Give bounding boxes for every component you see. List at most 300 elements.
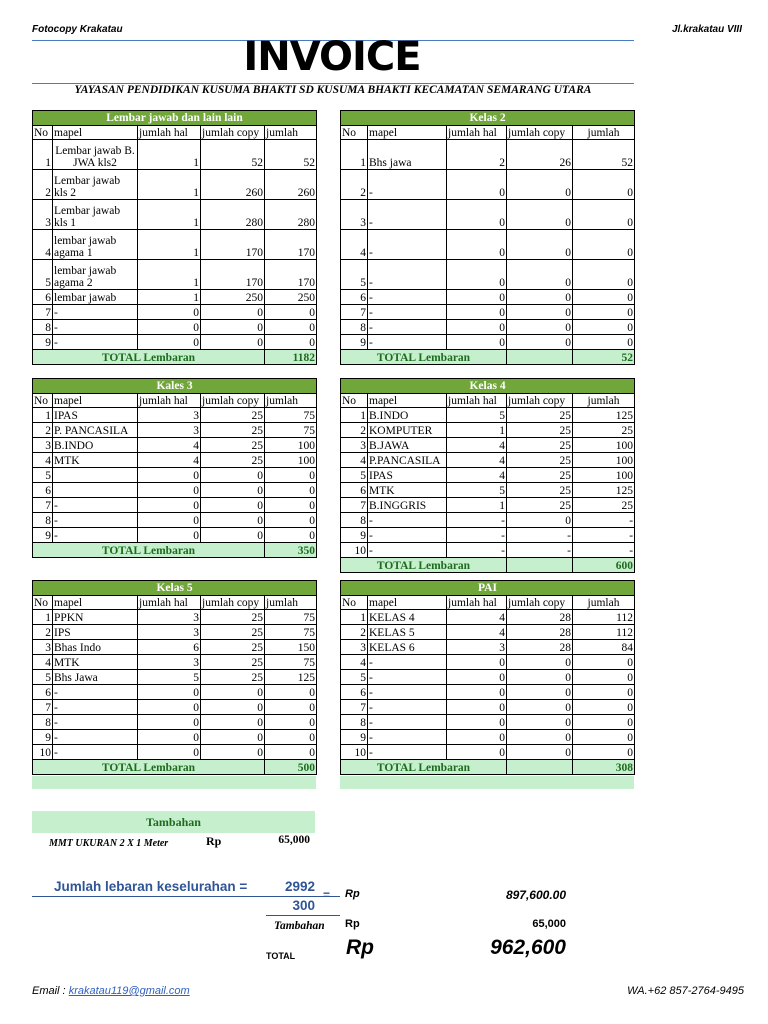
subject-cell: - [53,528,138,543]
subject-cell: - [368,230,447,260]
total-sheets: 2992 [284,879,315,894]
amount-cell: 125 [265,670,317,685]
grand-total-label: TOTAL [266,951,296,961]
pages-cell: 4 [447,625,507,640]
table-row [341,730,635,745]
amount-cell: 250 [265,290,317,305]
table-row [33,528,317,543]
subject-cell: - [53,700,138,715]
amount-cell: 125 [573,483,635,498]
copies-cell: 52 [201,140,265,170]
total-label: TOTAL Lembaran [33,350,265,365]
subject-cell: - [368,700,447,715]
row-number: 2 [341,423,368,438]
table-row [341,320,635,335]
table-title: Lembar jawab dan lain lain [33,111,317,126]
subject-cell: MTK [53,453,138,468]
subject-cell: - [53,685,138,700]
copies-cell: 0 [507,230,573,260]
table-row [341,408,635,423]
pages-cell: 0 [447,320,507,335]
tambahan-header: Tambahan [32,811,315,833]
table-row [341,670,635,685]
copies-cell: 28 [507,640,573,655]
subject-cell: IPS [53,625,138,640]
subject-cell: Lembar jawab kls 1 [53,200,138,230]
amount-cell: 112 [573,625,635,640]
tambahan-summary-value: 65,000 [532,918,566,930]
copies-cell: 0 [201,685,265,700]
table-row [33,745,317,760]
column-header: jumlah hal [138,126,201,140]
copies-cell: 0 [507,305,573,320]
row-number: 5 [341,468,368,483]
table-row [341,423,635,438]
table-row [341,685,635,700]
amount-cell: 125 [573,408,635,423]
amount-cell: 0 [265,483,317,498]
row-number: 2 [33,423,53,438]
unit-price: 300 [292,898,315,913]
row-number: 6 [341,483,368,498]
pages-cell: 3 [447,640,507,655]
pages-cell: 0 [138,335,201,350]
subject-cell: P. PANCASILA [53,423,138,438]
subject-cell: MTK [53,655,138,670]
subject-cell: - [368,730,447,745]
subject-cell: IPAS [53,408,138,423]
amount-cell: 52 [265,140,317,170]
subject-cell: - [368,655,447,670]
amount-cell: 75 [265,625,317,640]
table-row [33,610,317,625]
table-row [33,260,317,290]
row-number: 5 [33,468,53,483]
table-kelas-5 [32,580,317,775]
subject-cell: - [368,200,447,230]
table-row [341,290,635,305]
column-header: mapel [368,596,447,610]
subject-cell: - [53,715,138,730]
subject-cell: - [368,513,447,528]
amount-cell: 0 [573,700,635,715]
equals-sign: = [323,888,331,902]
amount-cell: 52 [573,140,635,170]
subject-cell: B.INDO [53,438,138,453]
column-header: jumlah copy [201,596,265,610]
row-number: 3 [341,640,368,655]
total-label: TOTAL Lembaran [341,760,507,775]
pages-cell: 4 [447,468,507,483]
subject-cell: KELAS 5 [368,625,447,640]
tambahan-currency: Rp [206,834,222,848]
total-value: 500 [265,760,317,775]
column-header: jumlah copy [507,126,573,140]
amount-cell: 84 [573,640,635,655]
amount-cell: 0 [265,468,317,483]
column-header: jumlah hal [138,394,201,408]
row-number: 3 [341,438,368,453]
pages-cell: 0 [447,260,507,290]
pages-cell: 0 [447,745,507,760]
amount-cell: 75 [265,408,317,423]
amount-cell: 25 [573,423,635,438]
tambahan-summary-currency: Rp [345,918,360,930]
row-number: 10 [341,745,368,760]
table-row [33,170,317,200]
pages-cell: 0 [138,715,201,730]
total-value: 600 [573,558,635,573]
table-row [33,335,317,350]
spacer-bar-left [32,776,316,789]
row-number: 9 [341,730,368,745]
row-number: 10 [33,745,53,760]
row-number: 4 [33,453,53,468]
amount-cell: 150 [265,640,317,655]
total-label: TOTAL Lembaran [33,760,265,775]
copies-cell: 25 [201,670,265,685]
row-number: 3 [33,200,53,230]
row-number: 7 [341,498,368,513]
table-row [341,260,635,290]
amount-cell: 100 [573,468,635,483]
tambahan-summary-label: Tambahan [274,920,325,932]
row-number: 4 [341,655,368,670]
pages-cell: 1 [138,230,201,260]
subject-cell: Lembar jawab B. JWA kls2 [53,140,138,170]
table-row [33,200,317,230]
row-number: 3 [33,438,53,453]
row-number: 7 [33,498,53,513]
subject-cell: - [53,730,138,745]
column-header: No [33,596,53,610]
subject-cell: IPAS [368,468,447,483]
column-header: No [341,394,368,408]
row-number: 4 [33,230,53,260]
pages-cell: 1 [138,200,201,230]
jumlah-label: Jumlah lebaran keselurahan = [54,879,248,894]
jumlah-underline [32,896,340,897]
pages-cell: 3 [138,610,201,625]
copies-cell: 25 [507,423,573,438]
subject-cell: Bhs Jawa [53,670,138,685]
grand-total-currency: Rp [346,936,374,959]
amount-cell: 0 [265,730,317,745]
spacer-bar-right [340,776,634,789]
table-row [341,513,635,528]
copies-cell: 25 [201,408,265,423]
row-number: 10 [341,543,368,558]
amount-cell: - [573,513,635,528]
amount-cell: 0 [265,685,317,700]
copies-cell: 0 [507,335,573,350]
pages-cell: 0 [447,685,507,700]
row-number: 7 [341,700,368,715]
table-row [341,528,635,543]
subject-cell: KELAS 4 [368,610,447,625]
row-number: 8 [33,320,53,335]
tambahan-item: MMT UKURAN 2 X 1 Meter [49,838,169,849]
copies-cell: 0 [201,498,265,513]
amount-cell: 0 [265,320,317,335]
column-header: mapel [53,596,138,610]
pages-cell: 4 [447,438,507,453]
table-row [33,513,317,528]
pages-cell: 4 [138,438,201,453]
row-number: 1 [33,610,53,625]
subject-cell: - [53,335,138,350]
pages-cell: 0 [447,305,507,320]
table-row [341,170,635,200]
column-header: mapel [53,394,138,408]
subject-cell: Bhs jawa [368,140,447,170]
table-row [341,305,635,320]
row-number: 4 [341,230,368,260]
amount-cell: 0 [573,170,635,200]
column-header: jumlah copy [507,394,573,408]
subject-cell: - [368,320,447,335]
row-number: 9 [33,335,53,350]
total-blank [507,760,573,775]
row-number: 9 [341,528,368,543]
row-number: 1 [341,140,368,170]
pages-cell: 5 [447,408,507,423]
amount-cell: 260 [265,170,317,200]
row-number: 2 [33,625,53,640]
table-row [341,625,635,640]
copies-cell: 25 [201,453,265,468]
pages-cell: 4 [138,453,201,468]
subject-cell: - [368,290,447,305]
email-label: Email : [32,985,66,997]
copies-cell: 25 [507,498,573,513]
row-number: 8 [341,320,368,335]
amount-cell: 0 [573,685,635,700]
table-title: PAI [341,581,635,596]
pages-cell: 3 [138,625,201,640]
copies-cell: 25 [201,640,265,655]
row-number: 2 [341,625,368,640]
subject-cell [53,468,138,483]
amount-cell: 0 [573,670,635,685]
amount-cell: 75 [265,423,317,438]
amount-cell: 0 [265,305,317,320]
row-number: 8 [33,715,53,730]
subject-cell: PPKN [53,610,138,625]
subject-cell: B.JAWA [368,438,447,453]
subtotal-currency: Rp [345,888,360,900]
grand-total-value: 962,600 [490,936,566,959]
table-row [341,700,635,715]
copies-cell: 0 [507,730,573,745]
amount-cell: - [573,543,635,558]
table-row [341,745,635,760]
table-title: Kelas 5 [33,581,317,596]
table-kelas-4 [340,378,635,573]
subject-cell: MTK [368,483,447,498]
subject-cell: lembar jawab [53,290,138,305]
copies-cell: 0 [507,655,573,670]
total-label: TOTAL Lembaran [341,558,507,573]
row-number: 9 [341,335,368,350]
copies-cell: 28 [507,610,573,625]
subject-cell: - [368,543,447,558]
amount-cell: 100 [265,453,317,468]
table-row [33,715,317,730]
pages-cell: 0 [138,483,201,498]
table-row [33,468,317,483]
table-row [33,483,317,498]
copies-cell: 25 [507,438,573,453]
row-number: 1 [33,140,53,170]
amount-cell: 170 [265,260,317,290]
email-link[interactable]: krakatau119@gmail.com [68,985,190,997]
row-number: 5 [341,260,368,290]
column-header: jumlah [265,596,317,610]
pages-cell: 0 [138,513,201,528]
pages-cell: 3 [138,423,201,438]
amount-cell: 0 [265,335,317,350]
table-pai [340,580,635,775]
pages-cell: 0 [447,700,507,715]
amount-cell: 0 [573,200,635,230]
invoice-title: INVOICE [243,34,421,80]
copies-cell: 0 [201,305,265,320]
pages-cell: 0 [138,320,201,335]
table-row [341,200,635,230]
table-row [341,610,635,625]
table-row [33,498,317,513]
amount-cell: 0 [573,320,635,335]
copies-cell: 25 [201,610,265,625]
table-title: Kales 3 [33,379,317,394]
row-number: 7 [341,305,368,320]
copies-cell: - [507,543,573,558]
pages-cell: 0 [447,290,507,305]
subject-cell: - [53,745,138,760]
table-row [341,655,635,670]
copies-cell: 25 [201,438,265,453]
copies-cell: 260 [201,170,265,200]
subject-cell: - [368,528,447,543]
amount-cell: 0 [265,715,317,730]
amount-cell: 0 [573,730,635,745]
row-number: 8 [33,513,53,528]
amount-cell: 75 [265,655,317,670]
amount-cell: 0 [265,498,317,513]
subject-cell: - [368,260,447,290]
subject-cell: B.INGGRIS [368,498,447,513]
table-row [341,468,635,483]
row-number: 7 [33,700,53,715]
column-header: No [33,126,53,140]
column-header: No [33,394,53,408]
copies-cell: 25 [201,625,265,640]
copies-cell: 26 [507,140,573,170]
pages-cell: 0 [138,528,201,543]
row-number: 6 [341,290,368,305]
subject-cell: lembar jawab agama 1 [53,230,138,260]
unit-price-underline [266,915,340,916]
amount-cell: 0 [573,290,635,305]
table-row [341,230,635,260]
subtotal-value: 897,600.00 [505,888,566,902]
column-header: jumlah hal [447,126,507,140]
subject-cell: - [53,513,138,528]
amount-cell: 100 [573,438,635,453]
subject-cell: KELAS 6 [368,640,447,655]
row-number: 2 [33,170,53,200]
copies-cell: 25 [507,468,573,483]
table-row [33,438,317,453]
copies-cell: 25 [507,453,573,468]
copies-cell: 0 [201,513,265,528]
amount-cell: - [573,528,635,543]
amount-cell: 25 [573,498,635,513]
subject-cell: - [53,305,138,320]
table-row [33,730,317,745]
total-label: TOTAL Lembaran [33,543,265,558]
amount-cell: 0 [573,745,635,760]
shop-name: Fotocopy Krakatau [32,24,123,35]
copies-cell: 0 [507,290,573,305]
subject-cell: Lembar jawab kls 2 [53,170,138,200]
subject-cell: - [53,320,138,335]
table-row [33,685,317,700]
column-header: jumlah [573,394,635,408]
row-number: 1 [341,610,368,625]
pages-cell: 3 [138,655,201,670]
column-header: jumlah hal [447,394,507,408]
total-label: TOTAL Lembaran [341,350,507,365]
copies-cell: 0 [507,513,573,528]
pages-cell: 0 [138,730,201,745]
amount-cell: 170 [265,230,317,260]
subject-cell: - [53,498,138,513]
table-kelas-3 [32,378,317,558]
pages-cell: 2 [447,140,507,170]
copies-cell: 170 [201,230,265,260]
pages-cell: 0 [447,655,507,670]
row-number: 9 [33,730,53,745]
amount-cell: 0 [573,230,635,260]
amount-cell: 0 [573,305,635,320]
column-header: No [341,126,368,140]
copies-cell: 0 [201,335,265,350]
column-header: jumlah [265,126,317,140]
copies-cell: 0 [507,745,573,760]
copies-cell: 0 [507,670,573,685]
column-header: jumlah [265,394,317,408]
table-lembar-jawab [32,110,317,365]
copies-cell: 0 [201,700,265,715]
subject-cell: B.INDO [368,408,447,423]
copies-cell: 0 [507,715,573,730]
table-row [341,335,635,350]
total-blank [507,350,573,365]
row-number: 6 [33,290,53,305]
row-number: 7 [33,305,53,320]
copies-cell: 25 [507,408,573,423]
pages-cell: 0 [138,498,201,513]
pages-cell: 1 [138,260,201,290]
column-header: No [341,596,368,610]
copies-cell: 250 [201,290,265,305]
subject-cell: P.PANCASILA [368,453,447,468]
amount-cell: 0 [265,745,317,760]
table-title: Kelas 2 [341,111,635,126]
table-row [341,543,635,558]
